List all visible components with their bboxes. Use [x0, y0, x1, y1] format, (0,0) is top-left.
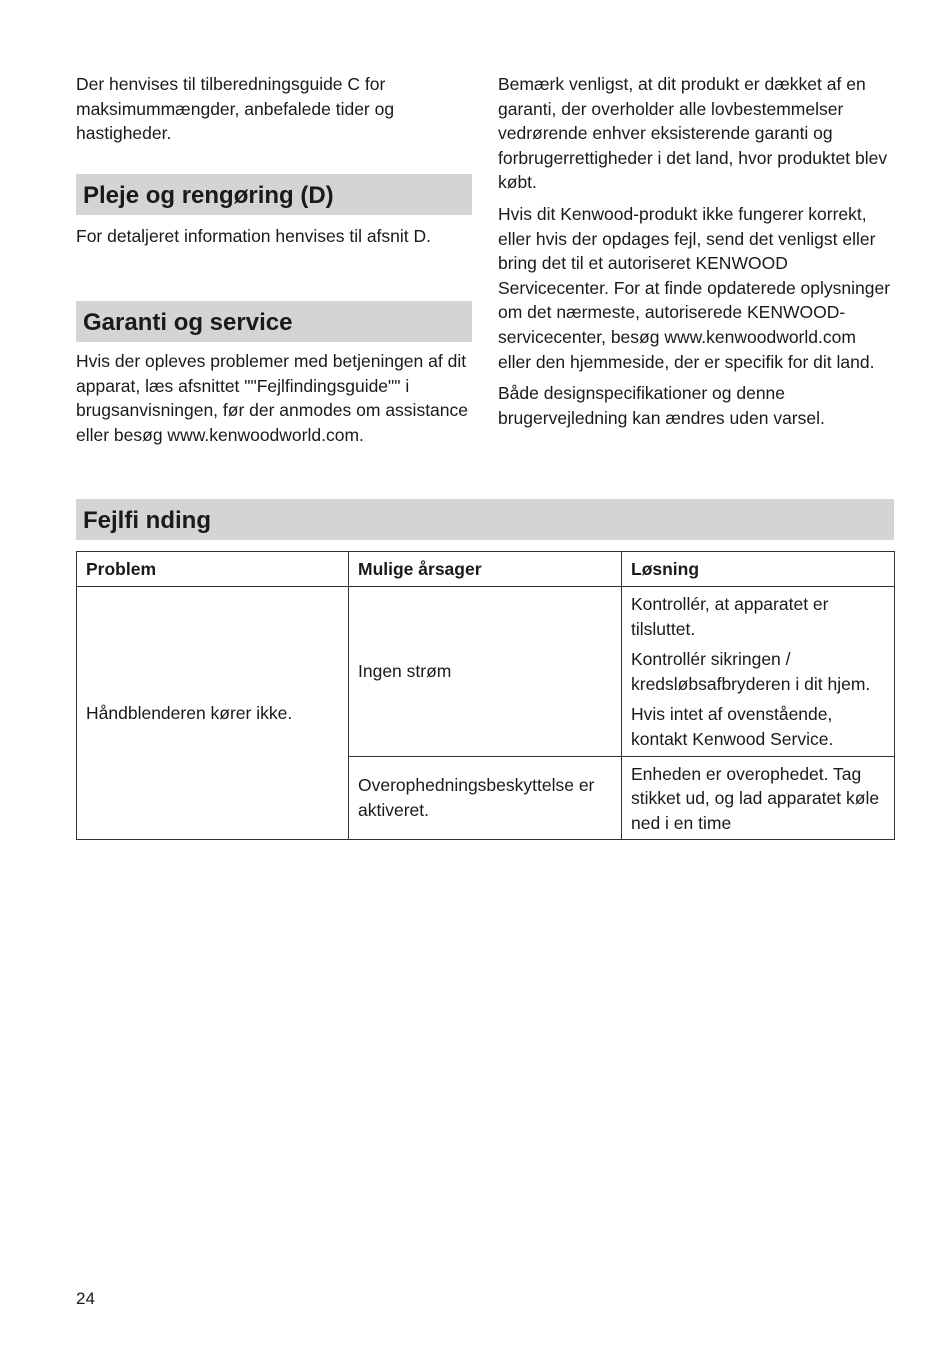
column-header-problem: Problem [77, 552, 349, 587]
solution-line: Kontrollér, at apparatet er tilsluttet. [631, 594, 829, 639]
troubleshooting-heading: Fejlfi nding [76, 499, 894, 540]
warranty-heading: Garanti og service [76, 301, 472, 342]
care-paragraph: For detaljeret information henvises til afsnit D. [76, 226, 432, 246]
solution-line: Hvis intet af ovenstående, kontakt Kenwood Service. [631, 704, 834, 749]
table-row [77, 587, 895, 757]
warranty-paragraph: Hvis der opleves problemer med betjeningen af dit apparat, læs afsnittet ""Fejlfindingsguide"" i brugsanvisningen, før der anmodes om assistance eller besøg www.kenwoodworld.com. [76, 351, 469, 445]
solution-cell [622, 587, 895, 757]
page-number: 24 [76, 1289, 95, 1308]
solution-cell: Enheden er overophedet. Tag stikket ud, og lad apparatet køle ned i en time [622, 756, 895, 840]
column-header-causes: Mulige årsager [349, 552, 622, 587]
column-header-solution: Løsning [622, 552, 895, 587]
cause-cell: Ingen strøm [349, 587, 622, 757]
service-center-paragraph: Hvis dit Kenwood-produkt ikke fungerer korrekt, eller hvis der opdages fejl, send det venligst eller bring det til et autoriseret KENWOOD Servicecenter. For at finde opdaterede oplysninger om det nærmeste, autoriserede KENWOOD-servicecenter, besøg www.kenwoodworld.com eller den hjemmeside, der er specifik for dit land. [498, 203, 891, 372]
problem-cell: Håndblenderen kører ikke. [77, 587, 349, 840]
care-heading: Pleje og rengøring (D) [76, 174, 472, 215]
troubleshooting-table [76, 551, 895, 840]
warranty-coverage-paragraph: Bemærk venligst, at dit produkt er dækket af en garanti, der overholder alle lovbestemmelser vedrørende enhver eksisterende garanti og forbrugerrettigheder i det land, hvor produktet blev købt. [498, 74, 888, 193]
change-notice-paragraph: Både designspecifikationer og denne brugervejledning kan ændres uden varsel. [498, 383, 825, 428]
left-column [76, 72, 472, 146]
cause-cell: Overophedningsbeskyttelse er aktiveret. [349, 756, 622, 840]
intro-paragraph: Der henvises til tilberedningsguide C for maksimummængder, anbefalede tider og hastigheder. [76, 74, 395, 144]
table-header-row [77, 552, 895, 587]
right-column [498, 72, 892, 430]
solution-line: Kontrollér sikringen / kredsløbsafbryderen i dit hjem. [631, 649, 871, 694]
